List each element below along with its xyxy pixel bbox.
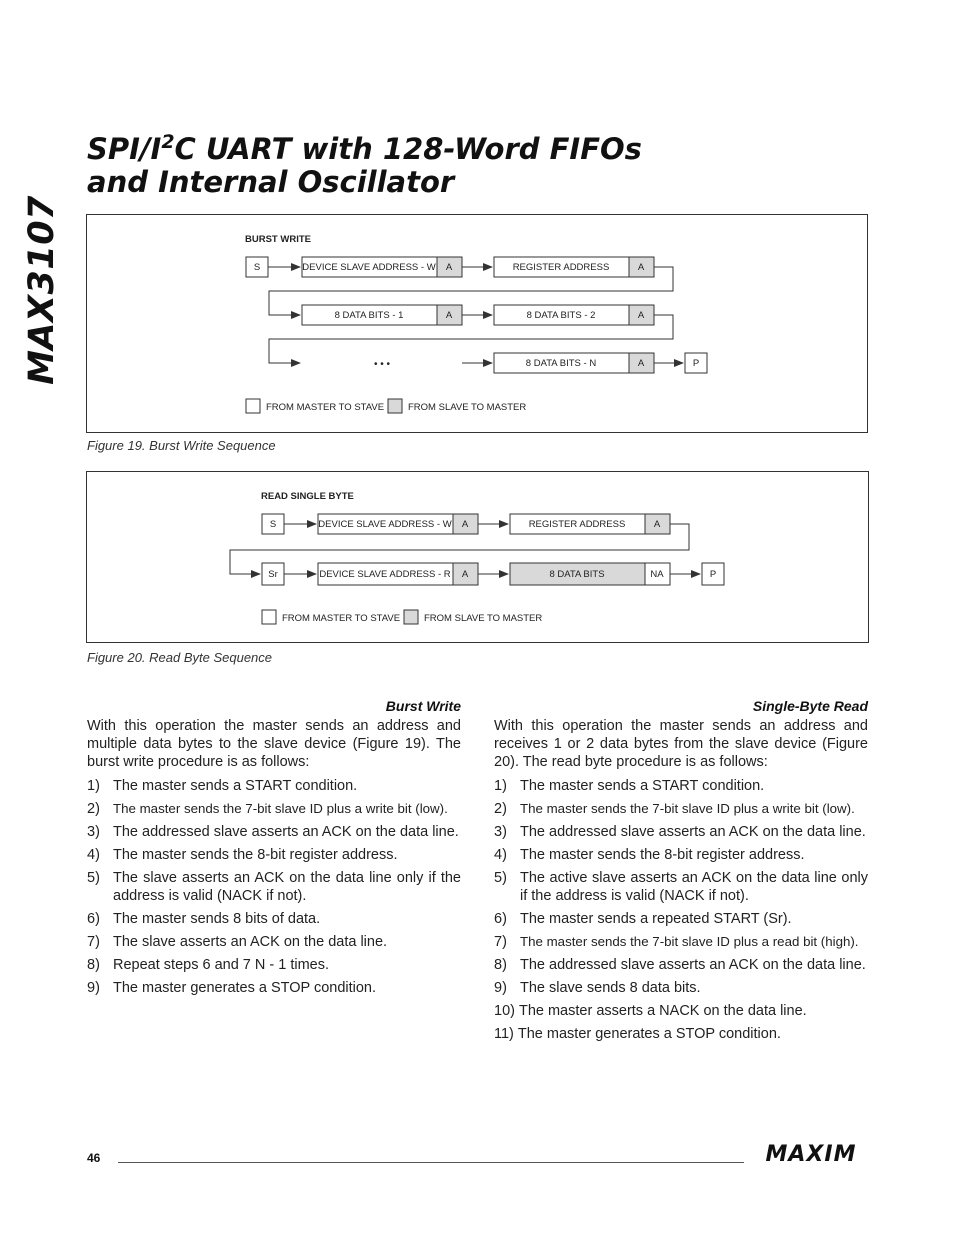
title-line2: and Internal Oscillator <box>87 165 455 199</box>
list-item: 8) Repeat steps 6 and 7 N - 1 times. <box>87 957 329 973</box>
list-item: 5) The active slave asserts an ACK on the data line only if the address is valid (NACK if not). <box>494 870 868 904</box>
start-cell <box>246 257 268 277</box>
document-title <box>87 133 642 199</box>
list-item: 4) The master sends the 8-bit register address. <box>494 847 805 863</box>
svg-text:DEVICE SLAVE ADDRESS - W: DEVICE SLAVE ADDRESS - W <box>318 519 452 530</box>
list-item: 6) The master sends a repeated START (Sr). <box>494 911 792 927</box>
svg-text:P: P <box>709 569 717 580</box>
list-item: 9) The slave sends 8 data bits. <box>494 980 701 996</box>
legend-master <box>262 610 400 624</box>
data-bits-cell <box>510 563 645 585</box>
register-address-cell <box>494 257 629 277</box>
svg-text:FROM MASTER TO STAVE: FROM MASTER TO STAVE <box>282 613 401 624</box>
ack-cell <box>437 305 462 325</box>
section-heading: Single-Byte Read <box>752 698 868 714</box>
device-address-read-cell <box>318 563 453 585</box>
list-item: 1) The master sends a START condition. <box>494 778 765 794</box>
register-address-cell <box>510 514 645 534</box>
part-number-text: MAX3107 <box>22 195 63 385</box>
svg-text:A: A <box>637 262 645 273</box>
svg-text:S: S <box>269 519 277 530</box>
list-item: 9) The master generates a STOP condition. <box>87 980 377 996</box>
diagram-heading: BURST WRITE <box>245 234 311 245</box>
svg-text:8 DATA BITS: 8 DATA BITS <box>549 569 605 580</box>
svg-text:FROM SLAVE TO MASTER: FROM SLAVE TO MASTER <box>424 613 543 624</box>
svg-text:P: P <box>692 358 700 369</box>
svg-text:A: A <box>445 262 453 273</box>
section-heading: Burst Write <box>385 698 461 714</box>
stop-cell <box>702 563 724 585</box>
svg-text:A: A <box>461 519 469 530</box>
list-item: 6) The master sends 8 bits of data. <box>87 911 321 927</box>
list-item: 3) The addressed slave asserts an ACK on the data line. <box>87 824 459 840</box>
legend-slave <box>404 610 542 624</box>
list-item: 11) The master generates a STOP condition. <box>494 1026 781 1042</box>
svg-text:A: A <box>461 569 469 580</box>
stop-cell <box>685 353 707 373</box>
svg-text:Sr: Sr <box>268 569 278 580</box>
ack-cell <box>629 305 654 325</box>
section-intro: With this operation the master sends an address and receives 1 or 2 data bytes from the slave device (Figure 20). The read byte procedure is as follows: <box>494 718 868 770</box>
read-byte-diagram <box>87 472 868 642</box>
title-line1-rest: C UART with 128-Word FIFOs <box>174 132 642 166</box>
title-superscript: 2 <box>161 131 175 153</box>
list-item: 2) The master sends the 7-bit slave ID plus a write bit (low). <box>87 801 448 817</box>
svg-text:REGISTER ADDRESS: REGISTER ADDRESS <box>512 262 610 273</box>
page-number: 46 <box>87 1151 101 1165</box>
side-part-number <box>14 195 70 385</box>
ack-cell <box>629 353 654 373</box>
list-item: 2) The master sends the 7-bit slave ID plus a write bit (low). <box>494 801 855 817</box>
start-cell <box>262 514 284 534</box>
diagram-heading: READ SINGLE BYTE <box>261 491 354 502</box>
svg-text:FROM SLAVE TO MASTER: FROM SLAVE TO MASTER <box>408 402 527 413</box>
data-bits-1-cell <box>302 305 437 325</box>
legend-slave <box>388 399 526 413</box>
svg-text:NA: NA <box>650 569 664 580</box>
svg-text:8 DATA BITS - 1: 8 DATA BITS - 1 <box>334 310 404 321</box>
list-item: 5) The slave asserts an ACK on the data line only if the address is valid (NACK if not). <box>87 870 461 904</box>
ack-cell <box>629 257 654 277</box>
svg-text:8 DATA BITS - 2: 8 DATA BITS - 2 <box>526 310 596 321</box>
repeated-start-cell <box>262 563 284 585</box>
device-address-write-cell <box>318 514 453 534</box>
figure-20-frame <box>86 471 869 643</box>
list-item: 3) The addressed slave asserts an ACK on the data line. <box>494 824 866 840</box>
burst-write-diagram <box>87 215 867 432</box>
ack-cell <box>453 514 478 534</box>
footer-rule <box>118 1162 744 1163</box>
ellipsis: • • • <box>373 359 391 370</box>
list-item: 1) The master sends a START condition. <box>87 778 358 794</box>
data-bits-2-cell <box>494 305 629 325</box>
svg-text:A: A <box>637 358 645 369</box>
logo-text: MAXIM <box>765 1141 857 1167</box>
svg-text:A: A <box>445 310 453 321</box>
list-item: 4) The master sends the 8-bit register address. <box>87 847 398 863</box>
figure-19-caption: Figure 19. Burst Write Sequence <box>87 438 276 453</box>
svg-text:REGISTER ADDRESS: REGISTER ADDRESS <box>528 519 626 530</box>
ack-cell <box>437 257 462 277</box>
list-item: 10) The master asserts a NACK on the data line. <box>494 1003 807 1019</box>
list-item: 7) The master sends the 7-bit slave ID plus a read bit (high). <box>494 934 859 950</box>
maxim-logo <box>754 1139 868 1169</box>
burst-write-section <box>87 697 461 1002</box>
list-item: 7) The slave asserts an ACK on the data line. <box>87 934 388 950</box>
list-item: 8) The addressed slave asserts an ACK on the data line. <box>494 957 866 973</box>
svg-text:A: A <box>637 310 645 321</box>
svg-text:8 DATA BITS - N: 8 DATA BITS - N <box>525 358 597 369</box>
nack-cell <box>645 563 670 585</box>
svg-text:A: A <box>653 519 661 530</box>
svg-text:DEVICE SLAVE ADDRESS - R: DEVICE SLAVE ADDRESS - R <box>319 569 451 580</box>
figure-19-frame <box>86 214 868 433</box>
ack-cell <box>453 563 478 585</box>
figure-20-caption: Figure 20. Read Byte Sequence <box>87 650 273 665</box>
svg-text:FROM MASTER TO STAVE: FROM MASTER TO STAVE <box>266 402 385 413</box>
svg-text:DEVICE SLAVE ADDRESS - W: DEVICE SLAVE ADDRESS - W <box>302 262 436 273</box>
data-bits-n-cell <box>494 353 629 373</box>
svg-text:S: S <box>253 262 261 273</box>
legend-master <box>246 399 384 413</box>
title-prefix: SPI/I <box>87 132 162 166</box>
single-byte-read-section <box>494 697 868 1048</box>
ack-cell <box>645 514 670 534</box>
section-intro: With this operation the master sends an address and multiple data bytes to the slave device (Figure 19). The burst write procedure is as follows: <box>87 718 461 770</box>
device-address-cell <box>302 257 437 277</box>
